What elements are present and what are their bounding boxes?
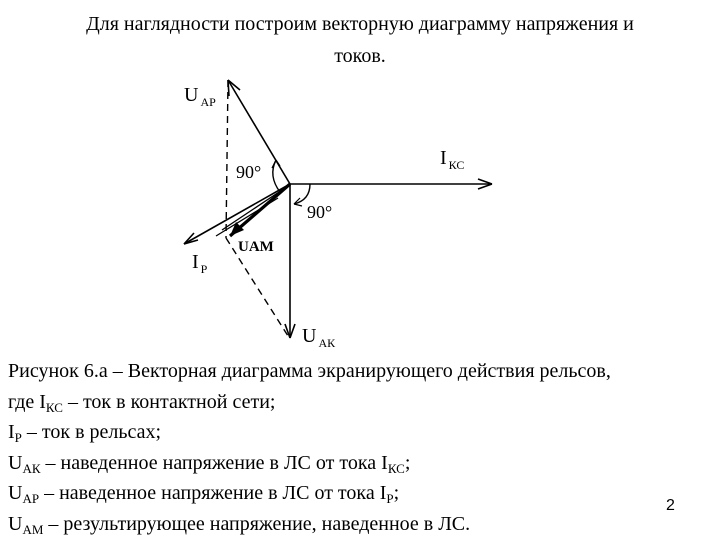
vector-ikc — [290, 179, 492, 189]
label-uap: U $_{АР}$ — [184, 84, 216, 109]
caption-line-6: $U_{АМ}$ – результирующее напряжение, наведенное в ЛС. — [8, 512, 471, 537]
caption-line-1: Рисунок 6.а – Векторная диаграмма экранирующего действия рельсов, — [8, 360, 611, 382]
label-ip: I $_Р$ — [192, 251, 208, 276]
heading-line-1: Для наглядности построим векторную диаграмму напряжения и — [86, 13, 634, 35]
label-angle-upper: 90° — [236, 162, 262, 182]
label-ikc: I $_{КС}$ — [440, 147, 465, 172]
caption-line-5: $U_{АР}$ – наведенное напряжение в ЛС от тока $I_Р$; — [8, 482, 400, 506]
caption-line-2: где $I_{КС}$ – ток в контактной сети; — [8, 390, 276, 415]
vector-uak — [285, 184, 295, 338]
vector-ip — [184, 184, 290, 244]
label-uam: UАМ — [238, 239, 274, 255]
caption-line-4: $U_{АК}$ – наведенное напряжение в ЛС от тока $I_{КС}$; — [8, 451, 411, 476]
heading-line-2: токов. — [334, 45, 386, 67]
page-number: 2 — [666, 497, 675, 514]
caption-line-3: $I_Р$ – ток в рельсах; — [8, 421, 162, 445]
vector-uam — [230, 184, 290, 236]
label-angle-lower: 90° — [307, 202, 333, 222]
label-uak: U $_{АК}$ — [302, 325, 336, 350]
figure-caption — [8, 356, 720, 539]
dashed-line-uap — [226, 80, 228, 238]
